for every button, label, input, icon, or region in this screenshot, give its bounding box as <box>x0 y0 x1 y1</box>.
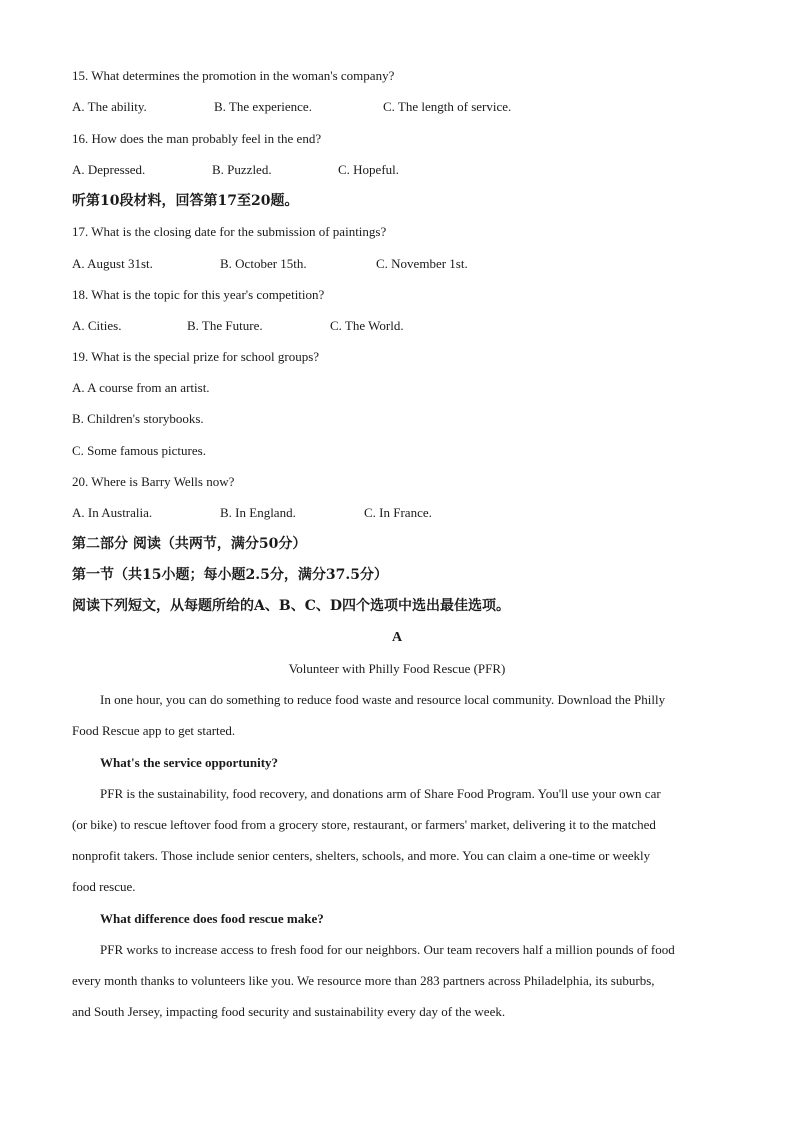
q18-option-c: C. The World. <box>330 318 404 333</box>
question-18: 18. What is the topic for this year's competition? <box>72 287 325 302</box>
q18-option-b: B. The Future. <box>187 318 263 333</box>
listening-section-10-heading: 听第10段材料，回答第17至20题。 <box>72 193 299 209</box>
q18-option-a: A. Cities. <box>72 318 122 333</box>
q17-option-a: A. August 31st. <box>72 256 153 271</box>
q15-option-c: C. The length of service. <box>383 99 512 114</box>
q19-option-a: A. A course from an artist. <box>72 380 210 395</box>
para2-line-1: PFR works to increase access to fresh food for our neighbors. Our team recovers half a million pounds of food <box>100 942 675 957</box>
q15-option-b: B. The experience. <box>214 99 312 114</box>
para1-line-2: (or bike) to rescue leftover food from a grocery store, restaurant, or farmers' market, delivering it to the matched <box>72 817 656 832</box>
para2-line-2: every month thanks to volunteers like you. We resource more than 283 partners across Philadelphia, its suburbs, <box>72 973 655 988</box>
q16-option-c: C. Hopeful. <box>338 162 400 177</box>
heading-service-opportunity: What's the service opportunity? <box>100 755 279 770</box>
para1-line-4: food rescue. <box>72 879 136 894</box>
intro-line-2: Food Rescue app to get started. <box>72 723 236 738</box>
para2-line-3: and South Jersey, impacting food security and sustainability every day of the week. <box>72 1004 506 1019</box>
q16-option-a: A. Depressed. <box>72 162 146 177</box>
reading-part-title: 第二部分 阅读（共两节，满分50分） <box>72 536 307 552</box>
question-19: 19. What is the special prize for school groups? <box>72 349 320 364</box>
question-15: 15. What determines the promotion in the woman's company? <box>72 68 395 83</box>
question-17: 17. What is the closing date for the submission of paintings? <box>72 224 387 239</box>
q15-option-a: A. The ability. <box>72 99 147 114</box>
reading-section-title: 第一节（共15小题；每小题2.5分，满分37.5分） <box>72 567 388 583</box>
passage-title: Volunteer with Philly Food Rescue (PFR) <box>288 661 506 676</box>
q16-option-b: B. Puzzled. <box>212 162 272 177</box>
question-16: 16. How does the man probably feel in the end? <box>72 131 322 146</box>
q20-option-a: A. In Australia. <box>72 505 153 520</box>
q20-option-c: C. In France. <box>364 505 432 520</box>
q20-option-b: B. In England. <box>220 505 296 520</box>
para1-line-1: PFR is the sustainability, food recovery, and donations arm of Share Food Program. You'll use your own car <box>100 786 661 801</box>
q19-option-c: C. Some famous pictures. <box>72 443 206 458</box>
q19-option-b: B. Children's storybooks. <box>72 411 204 426</box>
heading-food-rescue-difference: What difference does food rescue make? <box>100 911 324 926</box>
intro-line-1: In one hour, you can do something to reduce food waste and resource local community. Download the Philly <box>100 692 666 707</box>
question-20: 20. Where is Barry Wells now? <box>72 474 235 489</box>
reading-instruction: 阅读下列短文，从每题所给的A、B、C、D四个选项中选出最佳选项。 <box>72 598 510 614</box>
para1-line-3: nonprofit takers. Those include senior centers, shelters, schools, and more. You can claim a one-time or weekly <box>72 848 651 863</box>
passage-letter: A <box>391 630 403 645</box>
q17-option-c: C. November 1st. <box>376 256 468 271</box>
q17-option-b: B. October 15th. <box>220 256 307 271</box>
